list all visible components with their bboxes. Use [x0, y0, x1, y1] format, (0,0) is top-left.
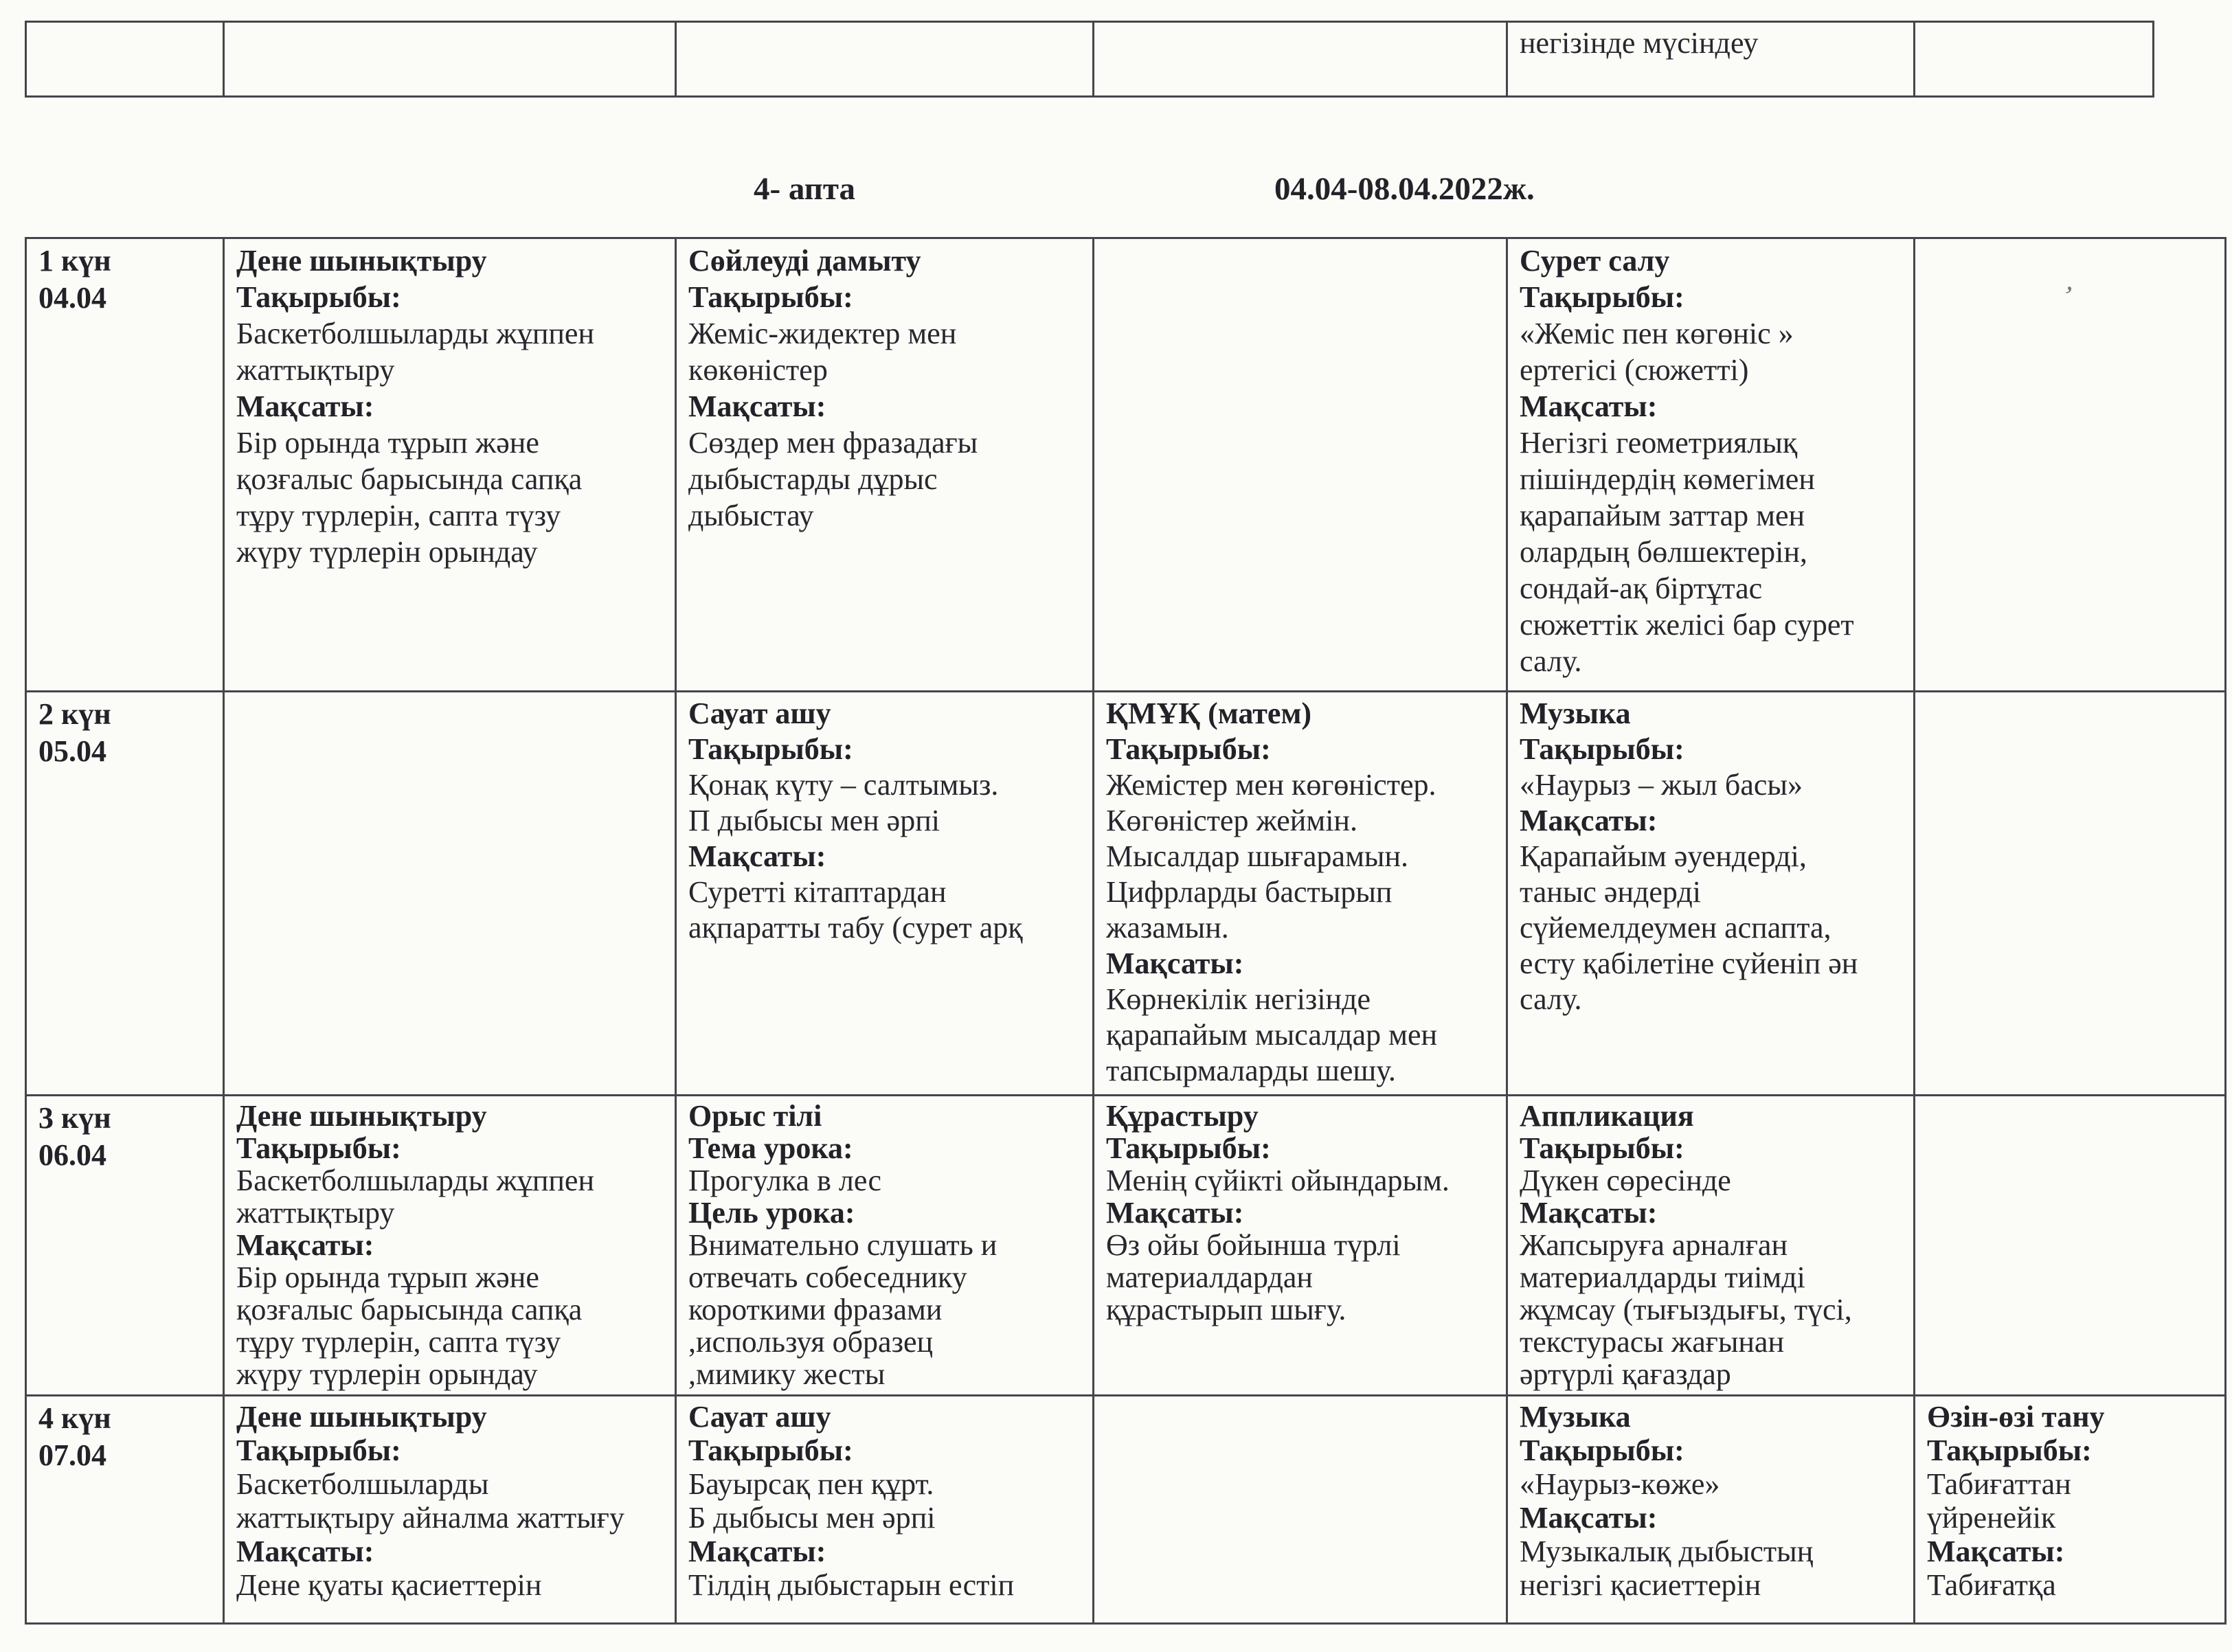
- text-line: Тақырыбы:: [236, 1434, 401, 1467]
- subject-cell: [1507, 22, 1915, 97]
- subject-cell: [1094, 1096, 1507, 1396]
- text-line: Прогулка в лес: [688, 1164, 881, 1197]
- text-line: материалдардан: [1106, 1260, 1313, 1294]
- empty-cell: [224, 692, 676, 1096]
- subject-cell: [224, 1396, 676, 1624]
- text-line: Тақырыбы:: [688, 1434, 853, 1467]
- text-line: Дене шынықтыру: [236, 244, 487, 278]
- text-line: Сурет салу: [1520, 244, 1670, 278]
- scan-artifact-mark: ‚: [2062, 264, 2080, 298]
- text-line: қарапайым мысалдар мен: [1106, 1018, 1438, 1052]
- text-line: үйренейік: [1927, 1501, 2056, 1535]
- text-line: таныс әндерді: [1520, 875, 1701, 909]
- previous-week-table-fragment: [25, 21, 2154, 98]
- text-line: сүйемелдеумен аспапта,: [1520, 911, 1831, 944]
- text-line: Сауат ашу: [688, 1400, 831, 1434]
- text-line: Мақсаты:: [236, 1535, 374, 1568]
- text-line: Мақсаты:: [1520, 389, 1658, 423]
- week-date-range: 04.04-08.04.2022ж.: [1274, 171, 1535, 207]
- text-line: текстурасы жағынан: [1520, 1325, 1784, 1359]
- table-row: [26, 1396, 2226, 1624]
- text-line: Орыс тілі: [688, 1100, 822, 1133]
- text-line: Тақырыбы:: [236, 1131, 401, 1165]
- table-row: [26, 22, 2154, 97]
- text-line: материалдарды тиімді: [1520, 1260, 1805, 1294]
- day-label: 06.04: [38, 1138, 106, 1172]
- text-line: Жемістер мен көгөністер.: [1106, 768, 1436, 802]
- text-line: Менің сүйікті ойындарым.: [1106, 1164, 1450, 1197]
- text-line: Тақырыбы:: [1520, 1434, 1684, 1467]
- text-line: Баскетболшыларды: [236, 1467, 489, 1501]
- subject-cell: [676, 1396, 1094, 1624]
- table-row: [26, 692, 2226, 1096]
- empty-cell: [1915, 1096, 2226, 1396]
- day-cell: [26, 238, 224, 692]
- day-label: 1 күн: [38, 244, 111, 278]
- day-label: 4 күн: [38, 1401, 111, 1435]
- text-line: Музыка: [1520, 697, 1631, 730]
- text-line: Жеміс-жидектер мен: [688, 317, 957, 350]
- subject-cell: [224, 1096, 676, 1396]
- text-line: Тілдің дыбыстарын естіп: [688, 1568, 1015, 1602]
- text-line: Мақсаты:: [1927, 1535, 2065, 1568]
- day-label: 04.04: [38, 281, 106, 315]
- text-line: Цель урока:: [688, 1196, 855, 1230]
- subject-cell: [224, 238, 676, 692]
- text-line: Тақырыбы:: [236, 280, 401, 314]
- text-line: Тақырыбы:: [1927, 1434, 2092, 1467]
- text-line: олардың бөлшектерін,: [1520, 535, 1807, 569]
- text-line: Мақсаты:: [236, 389, 374, 423]
- text-line: «Жеміс пен көгөніс »: [1520, 317, 1794, 350]
- text-line: Баскетболшыларды жұппен: [236, 317, 594, 350]
- text-line: Сөйлеуді дамыту: [688, 244, 921, 278]
- empty-cell: [1094, 22, 1507, 97]
- text-line: Өзін-өзі тану: [1927, 1400, 2105, 1434]
- text-line: жазамын.: [1106, 911, 1229, 944]
- text-line: Тақырыбы:: [688, 280, 853, 314]
- subject-cell: [1507, 1396, 1915, 1624]
- day-cell: [26, 1096, 224, 1396]
- subject-cell: [1507, 692, 1915, 1096]
- text-line: сондай-ақ біртұтас: [1520, 572, 1763, 605]
- text-line: есту қабілетіне сүйеніп ән: [1520, 947, 1858, 980]
- text-line: жаттықтыру: [236, 1196, 395, 1230]
- text-line: қозғалыс барысында сапқа: [236, 1293, 583, 1326]
- text-line: Тақырыбы:: [1520, 280, 1684, 314]
- text-line: жұмсау (тығыздығы, түсі,: [1520, 1293, 1852, 1326]
- text-line: Дене шынықтыру: [236, 1400, 487, 1434]
- text-line: Табиғаттан: [1927, 1467, 2071, 1501]
- text-line: сюжеттік желісі бар сурет: [1520, 608, 1854, 642]
- text-line: ақпаратты табу (сурет арқ: [688, 911, 1023, 944]
- text-line: Құрастыру: [1106, 1100, 1259, 1133]
- text-line: Цифрларды бастырып: [1106, 875, 1393, 909]
- text-line: Негізгі геометриялық: [1520, 426, 1798, 460]
- text-line: Мақсаты:: [1520, 1196, 1658, 1230]
- text-line: жүру түрлерін орындау: [236, 1357, 538, 1391]
- empty-cell: [676, 22, 1094, 97]
- text-line: «Наурыз – жыл басы»: [1520, 768, 1803, 802]
- text-line: ,мимику жесты: [688, 1357, 886, 1391]
- text-line: Музыкалық дыбыстың: [1520, 1535, 1814, 1568]
- text-line: Көрнекілік негізінде: [1106, 982, 1371, 1016]
- text-line: негізгі қасиеттерін: [1520, 1568, 1761, 1602]
- day-label: 3 күн: [38, 1101, 111, 1135]
- day-label: 2 күн: [38, 697, 111, 731]
- text-line: Мақсаты:: [688, 839, 826, 873]
- text-line: Тақырыбы:: [1106, 732, 1271, 766]
- text-line: жаттықтыру айналма жаттығу: [236, 1501, 624, 1535]
- text-line: Баскетболшыларды жұппен: [236, 1164, 594, 1197]
- text-line: Қонақ күту – салтымыз.: [688, 768, 999, 802]
- text-line: отвечать собеседнику: [688, 1260, 967, 1294]
- text-line: жүру түрлерін орындау: [236, 535, 538, 569]
- text-line: Көгөністер жеймін.: [1106, 804, 1357, 837]
- text-line: Б дыбысы мен әрпі: [688, 1501, 936, 1535]
- text-line: Тақырыбы:: [688, 732, 853, 766]
- day-cell: [26, 692, 224, 1096]
- text-line: ,используя образец: [688, 1325, 934, 1359]
- text-line: Өз ойы бойынша түрлі: [1106, 1228, 1401, 1262]
- text-line: Тақырыбы:: [1520, 732, 1684, 766]
- text-line: ҚМҰҚ (матем): [1106, 697, 1312, 730]
- empty-cell: [1915, 692, 2226, 1096]
- empty-cell: [224, 22, 676, 97]
- text-line: қозғалыс барысында сапқа: [236, 462, 583, 496]
- week-label: 4- апта: [754, 171, 856, 207]
- text-line: дыбыстарды дұрыс: [688, 462, 938, 496]
- day-label: 05.04: [38, 734, 106, 768]
- text-line: тұру түрлерін, сапта түзу: [236, 499, 561, 532]
- text-line: Дүкен сөресінде: [1520, 1164, 1731, 1197]
- text-line: салу.: [1520, 644, 1582, 678]
- text-line: Мақсаты:: [1106, 947, 1244, 980]
- text-line: пішіндердің көмегімен: [1520, 462, 1815, 496]
- text-line: Тақырыбы:: [1106, 1131, 1271, 1165]
- text-line: Мақсаты:: [688, 389, 826, 423]
- subject-cell: [1915, 1396, 2226, 1624]
- text-line: Сөздер мен фразадағы: [688, 426, 978, 460]
- text-line: салу.: [1520, 982, 1582, 1016]
- text-line: Мақсаты:: [1520, 1501, 1658, 1535]
- table-row: [26, 238, 2226, 692]
- text-line: көкөністер: [688, 353, 828, 387]
- text-line: Мысалдар шығарамын.: [1106, 839, 1409, 873]
- table-row: [26, 1096, 2226, 1396]
- text-line: тапсырмаларды шешу.: [1106, 1054, 1396, 1087]
- empty-cell: [1094, 1396, 1507, 1624]
- text-line: дыбыстау: [688, 499, 814, 532]
- text-line: Суретті кітаптардан: [688, 875, 947, 909]
- text-line: П дыбысы мен әрпі: [688, 804, 940, 837]
- text-line: Тема урока:: [688, 1131, 853, 1165]
- subject-cell: [676, 1096, 1094, 1396]
- text-line: Бауырсақ пен құрт.: [688, 1467, 934, 1501]
- text-line: Аппликация: [1520, 1100, 1694, 1133]
- text-line: құрастырып шығу.: [1106, 1293, 1346, 1326]
- empty-cell: [26, 22, 224, 97]
- text-line: Табиғатқа: [1927, 1568, 2056, 1602]
- text-line: Мақсаты:: [1520, 804, 1658, 837]
- subject-cell: [1094, 692, 1507, 1096]
- text-line: короткими фразами: [688, 1293, 943, 1326]
- text-line: жаттықтыру: [236, 353, 395, 387]
- subject-cell: [676, 692, 1094, 1096]
- text-line: ертегісі (сюжетті): [1520, 353, 1749, 387]
- text-line: Тақырыбы:: [1520, 1131, 1684, 1165]
- text-line: Бір орында тұрып және: [236, 426, 539, 460]
- text-line: Жапсыруға арналған: [1520, 1228, 1788, 1262]
- text-line: Внимательно слушать и: [688, 1228, 997, 1262]
- subject-cell: [676, 238, 1094, 692]
- week-header: [0, 170, 2232, 218]
- subject-cell: [1507, 1096, 1915, 1396]
- text-line: Мақсаты:: [236, 1228, 374, 1262]
- text-line: Дене шынықтыру: [236, 1100, 487, 1133]
- text-line: Мақсаты:: [688, 1535, 826, 1568]
- empty-cell: [1915, 238, 2226, 692]
- text-line: негізінде мүсіндеу: [1520, 26, 1759, 60]
- text-line: Бір орында тұрып және: [236, 1260, 539, 1294]
- subject-cell: [1507, 238, 1915, 692]
- weekly-lesson-table: [25, 237, 2227, 1625]
- day-label: 07.04: [38, 1438, 106, 1472]
- text-line: Қарапайым әуендерді,: [1520, 839, 1807, 873]
- text-line: Сауат ашу: [688, 697, 831, 730]
- text-line: тұру түрлерін, сапта түзу: [236, 1325, 561, 1359]
- text-line: «Наурыз-көже»: [1520, 1467, 1720, 1501]
- text-line: Мақсаты:: [1106, 1196, 1244, 1230]
- text-line: қарапайым заттар мен: [1520, 499, 1805, 532]
- day-cell: [26, 1396, 224, 1624]
- text-line: Музыка: [1520, 1400, 1631, 1434]
- text-line: әртүрлі қағаздар: [1520, 1357, 1731, 1391]
- text-line: Дене қуаты қасиеттерін: [236, 1568, 542, 1602]
- empty-cell: [1094, 238, 1507, 692]
- empty-cell: [1915, 22, 2154, 97]
